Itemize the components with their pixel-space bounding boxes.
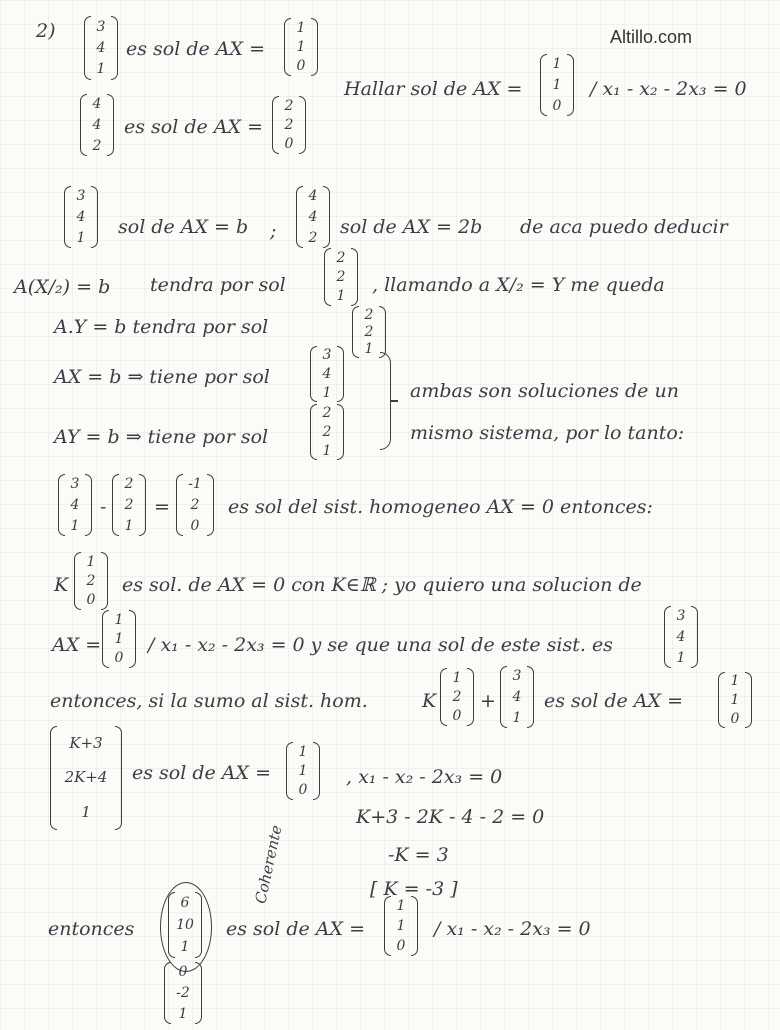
vector-entry: 1 xyxy=(730,691,740,708)
text-l11: tendra por sol xyxy=(150,274,286,296)
text-l18: - xyxy=(100,496,107,518)
vector-entry: 2 xyxy=(92,137,102,154)
right-paren xyxy=(337,346,344,402)
vector-entry: 1 xyxy=(124,517,134,534)
vector-entry: 1 xyxy=(296,38,306,55)
text-l12: , llamando a X/₂ = Y me queda xyxy=(372,274,665,296)
text-l2: es sol de AX = xyxy=(126,38,265,60)
vector-entry: 2 xyxy=(86,572,96,589)
vector-m13 xyxy=(112,474,146,536)
text-l25: entonces, si la sumo al sist. hom. xyxy=(50,690,368,712)
vector-entry: 1 xyxy=(322,384,332,401)
vector-entry: 2 xyxy=(336,268,346,285)
vector-entry: 2K+4 xyxy=(64,768,108,787)
vector-entry: 3 xyxy=(676,608,686,625)
vector-entry: 1 xyxy=(70,517,80,534)
vector-entry: 2 xyxy=(190,496,200,513)
vector-m15 xyxy=(74,552,108,610)
right-paren xyxy=(91,186,98,248)
vector-entry: 1 xyxy=(552,56,562,73)
vector-entry: 2 xyxy=(284,116,294,133)
text-l19: = xyxy=(154,496,170,518)
vector-m22 xyxy=(286,742,320,800)
vector-entry: 1 xyxy=(86,553,96,570)
vector-entry: -1 xyxy=(188,476,202,493)
vector-entry: 4 xyxy=(70,496,80,513)
vector-m4 xyxy=(80,94,114,156)
vector-entry: 3 xyxy=(322,347,332,364)
text-l21: K xyxy=(54,574,69,596)
text-l23: AX = xyxy=(52,634,102,656)
text-l13: A.Y = b tendra por sol xyxy=(54,316,269,338)
text-l27: + xyxy=(480,690,496,712)
text-l3: Hallar sol de AX = xyxy=(344,78,523,100)
vector-entry: 3 xyxy=(70,476,80,493)
vector-entry: 1 xyxy=(322,442,332,459)
vector-entry: 0 xyxy=(284,136,294,153)
vector-entry: 1 xyxy=(730,673,740,690)
vector-entry: 2 xyxy=(322,405,332,422)
vector-entry: 1 xyxy=(396,898,406,914)
vector-entry: 4 xyxy=(308,208,318,225)
right-paren xyxy=(567,54,574,116)
vector-entry: 4 xyxy=(676,628,686,645)
vector-m6 xyxy=(64,186,98,248)
vector-m5 xyxy=(272,96,306,154)
text-l6: sol de AX = b xyxy=(118,216,249,238)
vector-entry: 4 xyxy=(308,188,318,205)
vector-entry: 1 xyxy=(180,939,190,955)
text-l33: [ K = -3 ] xyxy=(370,878,458,900)
right-paren xyxy=(351,248,358,306)
text-l29: es sol de AX = xyxy=(132,762,271,784)
text-l4: / x₁ - x₂ - 2x₃ = 0 xyxy=(590,78,747,100)
vector-entry: 4 xyxy=(322,365,332,382)
text-l10: A(X/₂) = b xyxy=(14,276,111,298)
vector-entry: 10 xyxy=(176,917,194,933)
vector-entry: 1 xyxy=(296,19,306,36)
vector-m1 xyxy=(84,16,118,80)
vector-entry: 1 xyxy=(452,669,462,686)
text-l7: ; xyxy=(270,220,277,242)
vector-entry: 4 xyxy=(96,39,106,56)
vector-entry: 2 xyxy=(452,688,462,705)
vector-m3 xyxy=(540,54,574,116)
vector-entry: 2 xyxy=(284,97,294,114)
text-l36: es sol de AX = xyxy=(226,918,365,940)
vector-entry: 2 xyxy=(322,423,332,440)
vector-entry: 1 xyxy=(396,918,406,934)
right-paren xyxy=(379,306,386,358)
vector-m2 xyxy=(284,18,318,76)
vector-entry: 2 xyxy=(336,249,346,266)
vector-m12 xyxy=(58,474,92,536)
vector-entry: 1 xyxy=(178,1005,188,1022)
vector-m24 xyxy=(384,896,418,956)
vector-entry: 6 xyxy=(180,895,190,911)
vector-entry: 1 xyxy=(298,762,308,779)
text-l16: AY = b ⇒ tiene por sol xyxy=(54,426,269,448)
vector-entry: 4 xyxy=(92,96,102,113)
vector-entry: 3 xyxy=(76,188,86,205)
vector-m8 xyxy=(324,248,358,306)
right-paren xyxy=(311,18,318,76)
text-l32: -K = 3 xyxy=(388,844,449,866)
right-paren xyxy=(107,94,114,156)
problem-number: 2) xyxy=(36,20,56,42)
vector-entry: 0 xyxy=(298,782,308,799)
right-paren xyxy=(527,666,534,728)
vector-m11 xyxy=(310,404,344,460)
vector-entry: 0 xyxy=(396,938,406,954)
right-paren xyxy=(411,896,418,956)
right-paren xyxy=(691,606,698,668)
vector-entry: 0 xyxy=(296,58,306,75)
vector-entry: 1 xyxy=(96,61,106,78)
vector-entry: K+3 xyxy=(69,733,103,752)
vector-entry: 1 xyxy=(364,341,374,358)
vector-m18 xyxy=(440,668,474,726)
right-paren xyxy=(745,672,752,728)
vector-entry: 0 xyxy=(86,592,96,609)
text-l17: mismo sistema, por lo tanto: xyxy=(410,422,685,444)
vector-entry: 1 xyxy=(298,743,308,760)
vector-entry: 0 xyxy=(452,708,462,725)
right-paren xyxy=(467,668,474,726)
text-l28: es sol de AX = xyxy=(544,690,683,712)
right-paren xyxy=(313,742,320,800)
vector-entry: 0 xyxy=(190,517,200,534)
text-l20: es sol del sist. homogeneo AX = 0 entonces: xyxy=(228,496,653,518)
watermark: Altillo.com xyxy=(610,27,693,47)
system-brace-tip xyxy=(390,400,398,402)
vector-m21 xyxy=(50,726,122,830)
text-l14: AX = b ⇒ tiene por sol xyxy=(54,366,270,388)
vector-m25 xyxy=(164,962,202,1024)
vector-m7 xyxy=(296,186,330,248)
right-paren xyxy=(111,16,118,80)
vector-entry: 4 xyxy=(76,208,86,225)
text-l31: K+3 - 2K - 4 - 2 = 0 xyxy=(356,806,545,828)
right-paren xyxy=(337,404,344,460)
right-paren xyxy=(207,474,214,536)
vector-entry: 1 xyxy=(114,611,124,628)
right-paren xyxy=(139,474,146,536)
text-l22: es sol. de AX = 0 con K∈ℝ ; yo quiero una solucion de xyxy=(122,574,642,596)
vector-m17 xyxy=(664,606,698,668)
vector-m16 xyxy=(102,610,136,668)
vector-m23 xyxy=(168,892,202,958)
text-l15: ambas son soluciones de un xyxy=(410,380,679,402)
text-l9: de aca puedo deducir xyxy=(520,216,728,238)
vector-entry: 4 xyxy=(512,688,522,705)
text-l30: , x₁ - x₂ - 2x₃ = 0 xyxy=(346,766,503,788)
right-paren xyxy=(115,726,122,830)
right-paren xyxy=(195,892,202,958)
right-paren xyxy=(195,962,202,1024)
vector-entry: 2 xyxy=(308,229,318,246)
text-l37: / x₁ - x₂ - 2x₃ = 0 xyxy=(434,918,591,940)
vector-entry: 2 xyxy=(364,306,374,323)
margin-note: Coherente xyxy=(251,823,286,906)
vector-m9 xyxy=(352,306,386,358)
right-paren xyxy=(101,552,108,610)
vector-entry: 0 xyxy=(178,964,188,981)
right-paren xyxy=(129,610,136,668)
text-l24: / x₁ - x₂ - 2x₃ = 0 y se que una sol de este sist. es xyxy=(148,634,613,656)
vector-m10 xyxy=(310,346,344,402)
vector-entry: 1 xyxy=(552,76,562,93)
vector-entry: 1 xyxy=(512,709,522,726)
right-paren xyxy=(299,96,306,154)
text-l35: entonces xyxy=(48,918,135,940)
text-l5: es sol de AX = xyxy=(124,116,263,138)
vector-m19 xyxy=(500,666,534,728)
text-l26: K xyxy=(422,690,437,712)
vector-entry: -2 xyxy=(176,984,190,1001)
vector-entry: 2 xyxy=(124,496,134,513)
vector-entry: 3 xyxy=(96,18,106,35)
vector-entry: 2 xyxy=(364,323,374,340)
vector-m20 xyxy=(718,672,752,728)
vector-entry: 0 xyxy=(552,97,562,114)
vector-entry: 1 xyxy=(676,649,686,666)
vector-entry: 4 xyxy=(92,116,102,133)
vector-entry: 1 xyxy=(81,803,91,822)
vector-entry: 2 xyxy=(124,476,134,493)
right-paren xyxy=(323,186,330,248)
vector-entry: 0 xyxy=(114,650,124,667)
vector-entry: 1 xyxy=(76,229,86,246)
vector-entry: 3 xyxy=(512,668,522,685)
vector-entry: 1 xyxy=(336,288,346,305)
vector-entry: 0 xyxy=(730,710,740,727)
vector-m14 xyxy=(176,474,214,536)
vector-entry: 1 xyxy=(114,630,124,647)
vector-entries xyxy=(50,726,122,830)
text-l8: sol de AX = 2b xyxy=(340,216,483,238)
right-paren xyxy=(85,474,92,536)
